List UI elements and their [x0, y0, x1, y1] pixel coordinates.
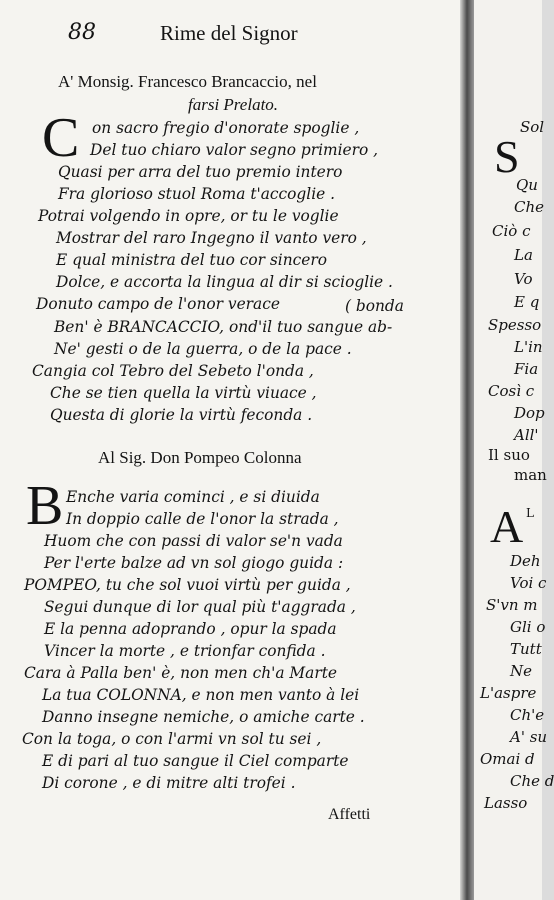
right-fragment: Che d	[510, 772, 554, 790]
right-fragment: Fia	[514, 360, 539, 378]
right-fragment: L	[526, 506, 534, 520]
poem1-line: Cangia col Tebro del Sebeto l'onda ,	[32, 362, 314, 380]
right-fragment: Ciò c	[492, 222, 531, 240]
poem2-line: E la penna adoprando , opur la spada	[44, 620, 337, 638]
right-fragment: Lasso	[484, 794, 528, 812]
poem1-heading-line2: farsi Prelato.	[188, 95, 279, 114]
right-fragment: Tutt	[510, 640, 542, 658]
right-dropcap: S	[494, 131, 520, 182]
poem1-line: Fra glorioso stuol Roma t'accoglie .	[58, 185, 336, 203]
poem2-line: Di corone , e di mitre alti trofei .	[42, 774, 296, 792]
right-fragment: L'in	[514, 338, 543, 356]
poem2-line: Per l'erte balze ad vn sol giogo guida :	[44, 554, 344, 572]
poem2-line: POMPEO, tu che sol vuoi virtù per guida ,	[24, 576, 351, 594]
poem2-line: Cara à Palla ben' è, non men ch'a Marte	[24, 664, 337, 682]
poem1-line: Ne' gesti o de la guerra, o de la pace .	[54, 340, 352, 358]
poem1-line: Ben' è BRANCACCIO, ond'il tuo sangue ab-	[54, 318, 393, 336]
right-fragment: Ne	[510, 662, 533, 680]
poem1-line: Mostrar del raro Ingegno il vanto vero ,	[56, 229, 367, 247]
poem2-line: Huom che con passi di valor se'n vada	[44, 532, 343, 550]
right-fragment: Spesso	[488, 316, 542, 334]
poem2-heading: Al Sig. Don Pompeo Colonna	[98, 448, 302, 467]
right-fragment: All'	[514, 426, 539, 444]
right-fragment: Così c	[488, 382, 535, 400]
poem1-line: Potrai volgendo in opre, or tu le voglie	[38, 207, 339, 225]
poem2-line: Segui dunque di lor qual più t'aggrada ,	[44, 598, 356, 616]
right-fragment: Deh	[510, 552, 541, 570]
right-fragment: L'aspre	[480, 684, 537, 702]
poem2-line: In doppio calle de l'onor la strada ,	[66, 510, 339, 528]
right-fragment: Omai d	[480, 750, 535, 768]
right-page	[474, 0, 554, 900]
right-fragment: Sol	[520, 118, 545, 136]
right-fragment: E q	[514, 293, 540, 311]
poem1-line: Dolce, e accorta la lingua al dir si scioglie .	[56, 273, 393, 291]
right-fragment: Vo	[514, 270, 533, 288]
catchword: Affetti	[328, 806, 371, 823]
poem1-line: Quasi per arra del tuo premio intero	[58, 163, 343, 181]
right-fragment: A' su	[510, 728, 548, 746]
poem2-line: Con la toga, o con l'armi vn sol tu sei ,	[22, 730, 322, 748]
right-fragment: Voi c	[510, 574, 547, 592]
poem1-line: Donuto campo de l'onor verace	[36, 295, 280, 313]
right-fragment: Qu	[516, 176, 538, 194]
poem2-dropcap: B	[26, 475, 64, 537]
poem2-line: Danno insegne nemiche, o amiche carte .	[42, 708, 365, 726]
poem1-heading-line1: A' Monsig. Francesco Brancaccio, nel	[58, 72, 317, 91]
poem2-line: Vincer la morte , e trionfar confida .	[44, 642, 326, 660]
poem1-turnover: ( bonda	[345, 297, 404, 315]
right-fragment: Che	[514, 198, 545, 216]
right-fragment: S'vn m	[486, 596, 538, 614]
right-fragment: Ch'e	[510, 706, 545, 724]
book-gutter	[460, 0, 474, 900]
poem1-line: Del tuo chiaro valor segno primiero ,	[90, 141, 379, 159]
poem2-line: E di pari al tuo sangue il Ciel comparte	[42, 752, 349, 770]
poem1-line: E qual ministra del tuo cor sincero	[56, 251, 327, 269]
poem1-line: Che se tien quella la virtù viuace ,	[50, 384, 317, 402]
right-dropcap: A	[490, 501, 524, 552]
running-head: Rime del Signor	[160, 21, 298, 45]
poem2-line: La tua COLONNA, e non men vanto à lei	[42, 686, 360, 704]
page-number: 88	[68, 20, 96, 45]
right-fragment: man	[514, 466, 547, 484]
right-fragment: La	[514, 246, 533, 264]
poem1-line: on sacro fregio d'onorate spoglie ,	[92, 119, 360, 137]
poem2-line: Enche varia cominci , e si diuida	[66, 488, 320, 506]
poem1-line: Questa di glorie la virtù feconda .	[50, 406, 313, 424]
right-fragment: Dop	[514, 404, 545, 422]
right-fragment: Gli o	[510, 618, 546, 636]
poem1-dropcap: C	[42, 107, 80, 169]
right-fragment: Il suo	[488, 446, 530, 464]
